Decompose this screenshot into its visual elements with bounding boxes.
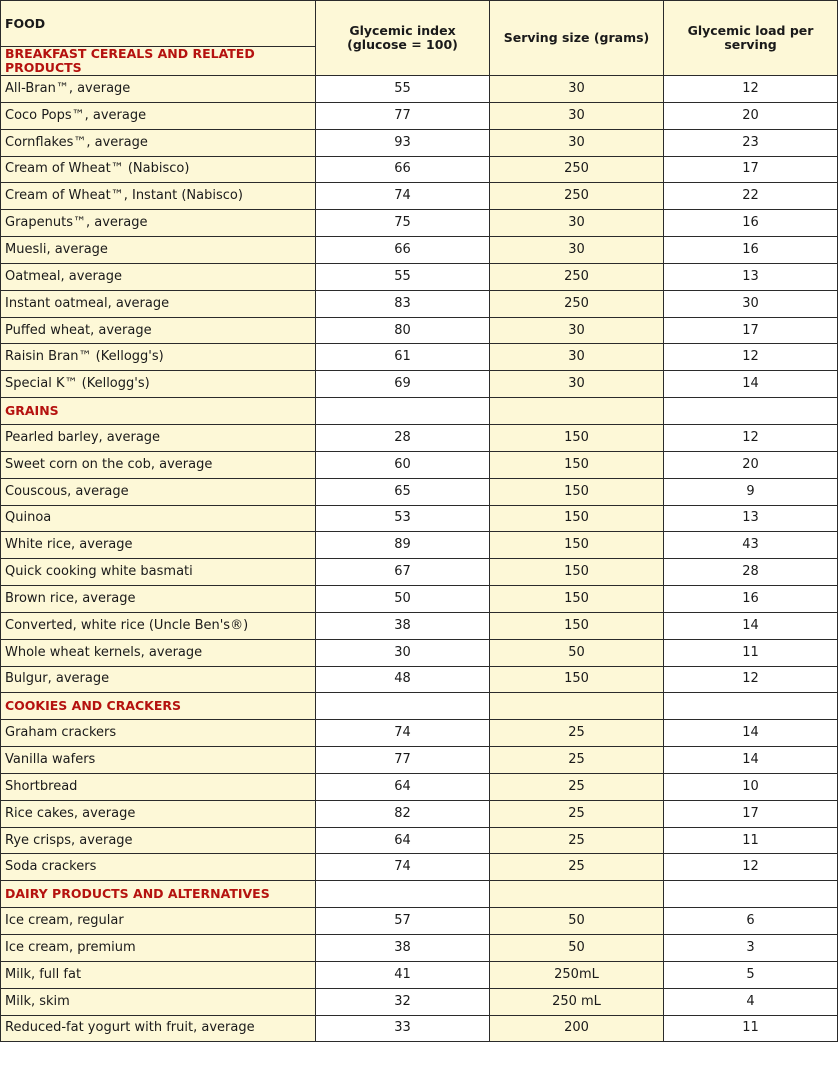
food-cell: Raisin Bran™ (Kellogg's) [1,344,316,371]
food-cell: Shortbread [1,773,316,800]
glycemic-load-cell: 10 [664,773,838,800]
glycemic-load-cell: 13 [664,263,838,290]
food-cell: Cream of Wheat™ (Nabisco) [1,156,316,183]
table-row [1,317,838,344]
glycemic-index-cell: 33 [316,1015,490,1042]
table-row [1,371,838,398]
table-row [1,505,838,532]
table-row [1,961,838,988]
empty-cell [490,693,664,720]
table-row [1,210,838,237]
serving-size-cell: 25 [490,773,664,800]
table-row [1,451,838,478]
food-cell: Couscous, average [1,478,316,505]
food-cell: Pearled barley, average [1,424,316,451]
glycemic-index-cell: 74 [316,854,490,881]
table-row [1,586,838,613]
table-row [1,800,838,827]
glycemic-load-cell: 14 [664,720,838,747]
serving-size-cell: 250 mL [490,988,664,1015]
food-cell: Grapenuts™, average [1,210,316,237]
food-cell: Reduced-fat yogurt with fruit, average [1,1015,316,1042]
serving-size-cell: 250mL [490,961,664,988]
table-row [1,1015,838,1042]
glycemic-load-cell: 28 [664,559,838,586]
glycemic-index-cell: 77 [316,102,490,129]
food-cell: All-Bran™, average [1,76,316,103]
header-gi-line1: Glycemic index [349,23,456,38]
empty-cell [490,398,664,425]
glycemic-index-cell: 60 [316,451,490,478]
serving-size-cell: 150 [490,451,664,478]
glycemic-index-cell: 41 [316,961,490,988]
serving-size-cell: 25 [490,854,664,881]
table-row [1,237,838,264]
glycemic-load-cell: 11 [664,1015,838,1042]
header-serving-size: Serving size (grams) [490,1,664,76]
food-cell: Ice cream, regular [1,908,316,935]
table-row [1,424,838,451]
serving-size-cell: 30 [490,102,664,129]
serving-size-cell: 150 [490,478,664,505]
table-row [1,773,838,800]
serving-size-cell: 25 [490,800,664,827]
glycemic-index-cell: 89 [316,532,490,559]
serving-size-cell: 250 [490,183,664,210]
serving-size-cell: 25 [490,747,664,774]
food-cell: Whole wheat kernels, average [1,639,316,666]
glycemic-load-cell: 30 [664,290,838,317]
table-row [1,290,838,317]
header-food: FOOD [1,1,316,47]
glycemic-index-cell: 61 [316,344,490,371]
glycemic-index-cell: 93 [316,129,490,156]
food-cell: Graham crackers [1,720,316,747]
serving-size-cell: 30 [490,129,664,156]
section-row [1,693,838,720]
table-row [1,263,838,290]
glycemic-load-cell: 9 [664,478,838,505]
food-cell: Soda crackers [1,854,316,881]
glycemic-index-cell: 28 [316,424,490,451]
glycemic-index-cell: 38 [316,612,490,639]
serving-size-cell: 30 [490,76,664,103]
serving-size-cell: 30 [490,237,664,264]
glycemic-index-cell: 65 [316,478,490,505]
food-cell: Oatmeal, average [1,263,316,290]
table-header [1,1,838,76]
glycemic-index-cell: 48 [316,666,490,693]
glycemic-load-cell: 20 [664,451,838,478]
empty-cell [490,881,664,908]
empty-cell [664,693,838,720]
food-cell: Muesli, average [1,237,316,264]
glycemic-load-cell: 3 [664,935,838,962]
serving-size-cell: 150 [490,532,664,559]
glycemic-load-cell: 20 [664,102,838,129]
empty-cell [316,693,490,720]
table-row [1,639,838,666]
table-body [1,76,838,1042]
glycemic-index-cell: 30 [316,639,490,666]
food-cell: Brown rice, average [1,586,316,613]
table-row [1,988,838,1015]
glycemic-load-cell: 17 [664,800,838,827]
serving-size-cell: 50 [490,908,664,935]
food-cell: White rice, average [1,532,316,559]
glycemic-index-cell: 38 [316,935,490,962]
serving-size-cell: 30 [490,317,664,344]
serving-size-cell: 30 [490,344,664,371]
serving-size-cell: 150 [490,666,664,693]
header-glycemic-load: Glycemic load per serving [664,1,838,76]
glycemic-index-cell: 66 [316,237,490,264]
glycemic-load-cell: 6 [664,908,838,935]
glycemic-load-cell: 12 [664,344,838,371]
serving-size-cell: 150 [490,424,664,451]
food-cell: Cream of Wheat™, Instant (Nabisco) [1,183,316,210]
empty-cell [316,881,490,908]
glycemic-load-cell: 16 [664,210,838,237]
table-row [1,908,838,935]
food-cell: Special K™ (Kellogg's) [1,371,316,398]
section-title: GRAINS [1,398,316,425]
glycemic-index-cell: 66 [316,156,490,183]
serving-size-cell: 250 [490,290,664,317]
glycemic-index-cell: 80 [316,317,490,344]
table-row [1,827,838,854]
food-cell: Cornflakes™, average [1,129,316,156]
table-row [1,720,838,747]
glycemic-load-cell: 13 [664,505,838,532]
glycemic-load-cell: 12 [664,666,838,693]
glycemic-load-cell: 14 [664,371,838,398]
table-row [1,129,838,156]
food-cell: Ice cream, premium [1,935,316,962]
table-row [1,854,838,881]
table-row [1,935,838,962]
glycemic-load-cell: 14 [664,612,838,639]
glycemic-index-cell: 74 [316,720,490,747]
glycemic-index-cell: 69 [316,371,490,398]
glycemic-index-cell: 53 [316,505,490,532]
serving-size-cell: 150 [490,586,664,613]
glycemic-index-cell: 82 [316,800,490,827]
glycemic-load-cell: 5 [664,961,838,988]
table-row [1,156,838,183]
food-cell: Bulgur, average [1,666,316,693]
table-row [1,747,838,774]
food-cell: Puffed wheat, average [1,317,316,344]
serving-size-cell: 150 [490,612,664,639]
header-gi-line2: (glucose = 100) [347,37,458,52]
food-cell: Converted, white rice (Uncle Ben's®) [1,612,316,639]
serving-size-cell: 50 [490,935,664,962]
table-row [1,478,838,505]
glycemic-load-cell: 12 [664,76,838,103]
glycemic-index-cell: 64 [316,827,490,854]
serving-size-cell: 150 [490,559,664,586]
glycemic-index-cell: 77 [316,747,490,774]
glycemic-index-cell: 67 [316,559,490,586]
section-title: DAIRY PRODUCTS AND ALTERNATIVES [1,881,316,908]
food-cell: Coco Pops™, average [1,102,316,129]
food-cell: Quick cooking white basmati [1,559,316,586]
glycemic-load-cell: 14 [664,747,838,774]
glycemic-index-cell: 57 [316,908,490,935]
glycemic-load-cell: 17 [664,156,838,183]
glycemic-index-cell: 64 [316,773,490,800]
food-cell: Milk, full fat [1,961,316,988]
glycemic-load-cell: 11 [664,827,838,854]
glycemic-index-cell: 55 [316,263,490,290]
table-row [1,559,838,586]
serving-size-cell: 25 [490,720,664,747]
glycemic-load-cell: 11 [664,639,838,666]
food-cell: Rye crisps, average [1,827,316,854]
food-cell: Milk, skim [1,988,316,1015]
glycemic-load-cell: 22 [664,183,838,210]
header-glycemic-index [316,1,490,76]
glycemic-load-cell: 17 [664,317,838,344]
food-cell: Sweet corn on the cob, average [1,451,316,478]
empty-cell [316,398,490,425]
glycemic-load-cell: 16 [664,586,838,613]
table-row [1,102,838,129]
serving-size-cell: 150 [490,505,664,532]
section-row [1,881,838,908]
glycemic-load-cell: 4 [664,988,838,1015]
table-row [1,612,838,639]
table-row [1,76,838,103]
glycemic-index-cell: 55 [316,76,490,103]
empty-cell [664,881,838,908]
glycemic-load-cell: 12 [664,424,838,451]
serving-size-cell: 250 [490,156,664,183]
serving-size-cell: 30 [490,210,664,237]
glycemic-index-cell: 32 [316,988,490,1015]
table-row [1,666,838,693]
serving-size-cell: 30 [490,371,664,398]
serving-size-cell: 250 [490,263,664,290]
section-row [1,398,838,425]
empty-cell [664,398,838,425]
section-title: COOKIES AND CRACKERS [1,693,316,720]
serving-size-cell: 25 [490,827,664,854]
glycemic-load-cell: 12 [664,854,838,881]
table-row [1,344,838,371]
food-cell: Vanilla wafers [1,747,316,774]
glycemic-index-cell: 50 [316,586,490,613]
glycemic-load-cell: 23 [664,129,838,156]
glycemic-index-cell: 83 [316,290,490,317]
serving-size-cell: 50 [490,639,664,666]
glycemic-load-cell: 16 [664,237,838,264]
food-cell: Instant oatmeal, average [1,290,316,317]
serving-size-cell: 200 [490,1015,664,1042]
section-title: BREAKFAST CEREALS AND RELATED PRODUCTS [1,47,316,76]
table-row [1,532,838,559]
glycemic-index-cell: 75 [316,210,490,237]
glycemic-index-cell: 74 [316,183,490,210]
food-cell: Rice cakes, average [1,800,316,827]
glycemic-load-cell: 43 [664,532,838,559]
food-cell: Quinoa [1,505,316,532]
table-row [1,183,838,210]
